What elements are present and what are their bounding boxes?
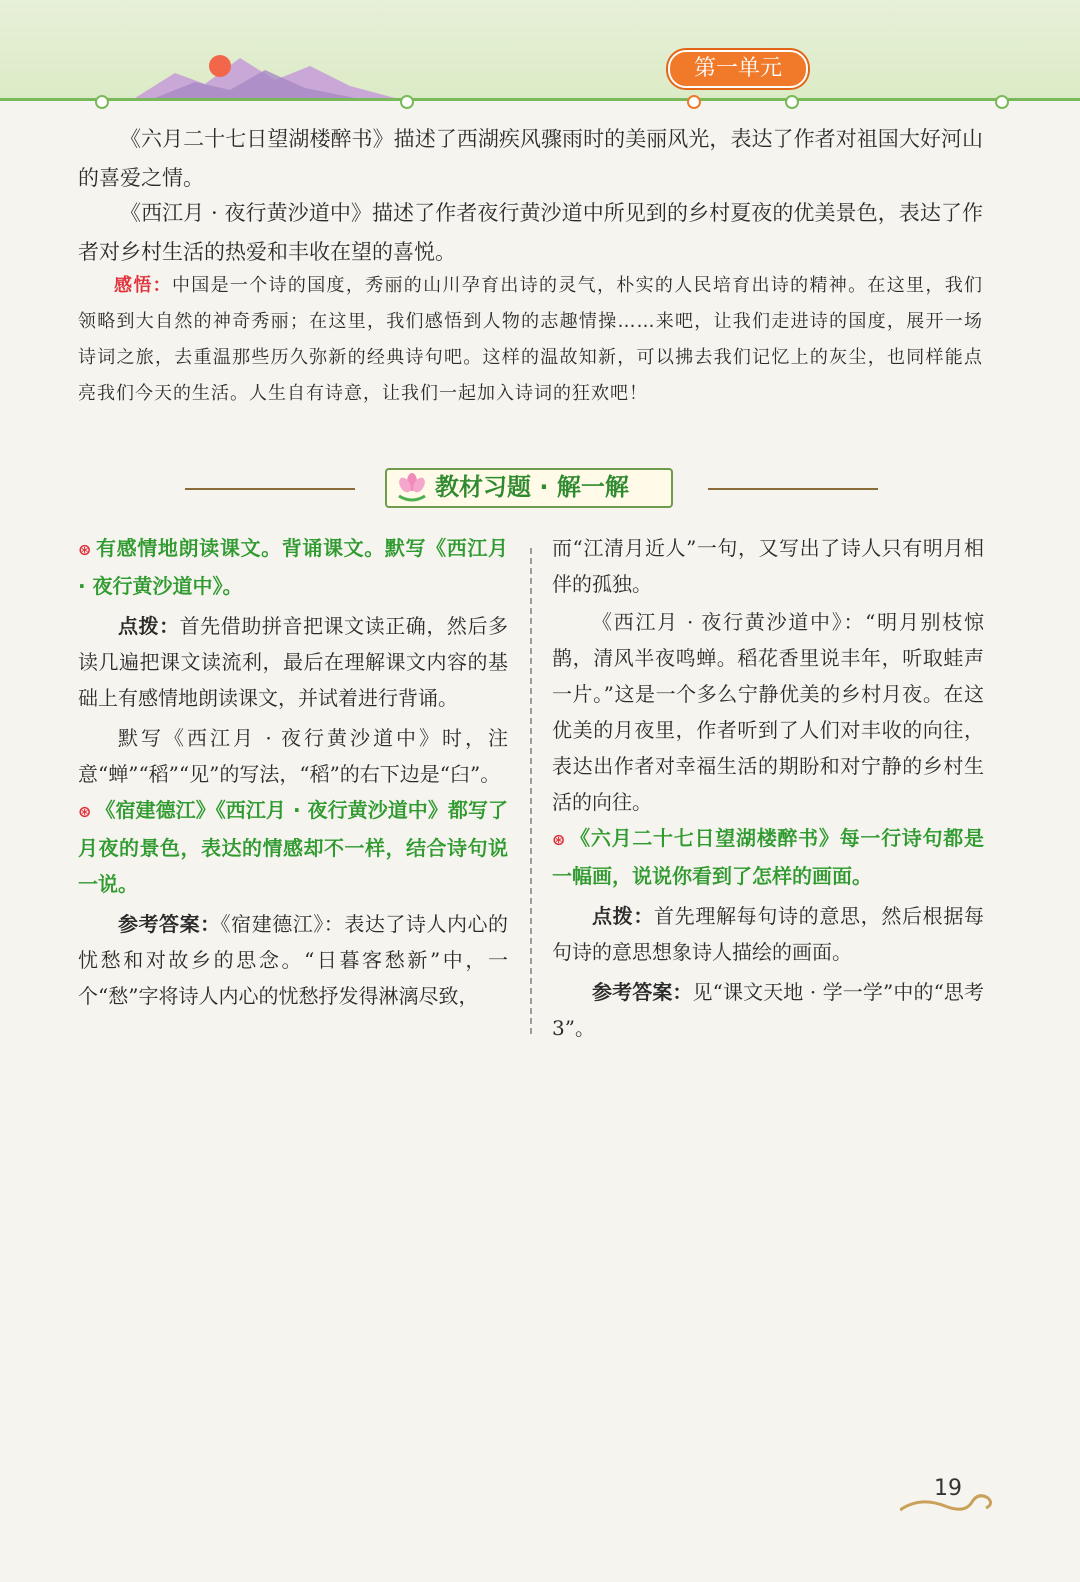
section-rule-left <box>185 488 355 490</box>
unit-badge: 第一单元 <box>668 50 808 88</box>
bead-decoration <box>785 95 799 109</box>
question-1-note: 默写《西江月 · 夜行黄沙道中》时，注意“蝉”“稻”“见”的写法，“稻”的右下边是“臼”。 <box>78 726 508 786</box>
bead-decoration <box>687 95 701 109</box>
question-3-hint <box>552 898 984 970</box>
hint-label: 点拨： <box>592 904 654 928</box>
page-number: 19 <box>934 1476 962 1501</box>
header-divider <box>0 98 1080 101</box>
question-3-text: 《六月二十七日望湖楼醉书》每一行诗句都是一幅画，说说你看到了怎样的画面。 <box>552 826 984 888</box>
question-marker-icon: ⊛ <box>78 802 92 821</box>
question-marker-icon: ⊛ <box>552 830 566 849</box>
answer-label: 参考答案： <box>592 980 693 1004</box>
question-marker-icon: ⊛ <box>78 540 92 559</box>
question-2 <box>78 792 508 902</box>
section-title-text: 教材习题 · 解一解 <box>435 473 629 501</box>
question-2-answer <box>78 906 508 1014</box>
answer-continuation: 而“江清月近人”一句，又写出了诗人只有明月相伴的孤独。 <box>552 536 984 596</box>
question-3-answer <box>552 974 984 1046</box>
question-2-text: 《宿建德江》《西江月 · 夜行黄沙道中》都写了月夜的景色，表达的情感却不一样，结合诗句说一说。 <box>78 798 508 896</box>
hint-text: 首先借助拼音把课文读正确，然后多读几遍把课文读流利，最后在理解课文内容的基础上有感情地朗读课文，并试着进行背诵。 <box>78 614 509 710</box>
column-separator <box>530 548 532 1034</box>
left-column <box>78 530 508 1014</box>
answer-label: 参考答案： <box>118 912 221 936</box>
question-1-text: 有感情地朗读课文。背诵课文。默写《西江月 · 夜行黄沙道中》。 <box>78 536 508 598</box>
lotus-icon <box>395 470 429 504</box>
question-1 <box>78 530 508 604</box>
answer-text: 见“课文天地 · 学一学”中的“思考 3”。 <box>552 980 985 1040</box>
bead-decoration <box>95 95 109 109</box>
question-3 <box>552 820 984 894</box>
hint-label: 点拨： <box>118 614 180 638</box>
intro-paragraph-2: 《西江月 · 夜行黄沙道中》描述了作者夜行黄沙道中所见到的乡村夏夜的优美景色，表达了作者对乡村生活的热爱和丰收在望的喜悦。 <box>78 201 983 264</box>
section-title <box>385 468 675 508</box>
bead-decoration <box>400 95 414 109</box>
right-column <box>552 530 984 1046</box>
mountain-sun-decoration <box>135 48 395 100</box>
insight-text: 中国是一个诗的国度，秀丽的山川孕育出诗的灵气，朴实的人民培育出诗的精神。在这里，我们领略到大自然的神奇秀丽；在这里，我们感悟到人物的志趣情操……来吧，让我们走进诗的国度，展开一场诗词之旅，去重温那些历久弥新的经典诗句吧。这样的温故知新，可以拂去我们记忆上的灰尘，也同样能点亮我们今天的生活。人生自有诗意，让我们一起加入诗词的狂欢吧！ <box>78 275 984 404</box>
hint-text: 首先理解每句诗的意思，然后根据每句诗的意思想象诗人描绘的画面。 <box>552 904 984 964</box>
insight-label: 感悟： <box>114 275 172 296</box>
intro-paragraph-1: 《六月二十七日望湖楼醉书》描述了西湖疾风骤雨时的美丽风光，表达了作者对祖国大好河山的喜爱之情。 <box>78 127 983 190</box>
answer-paragraph-2: 《西江月 · 夜行黄沙道中》：“明月别枝惊鹊，清风半夜鸣蝉。稻花香里说丰年，听取蛙声一片。”这是一个多么宁静优美的乡村月夜。在这优美的月夜里，作者听到了人们对丰收的向往，表达出作者对幸福生活的期盼和对宁静的乡村生活的向往。 <box>552 610 984 814</box>
answer-text: 《宿建德江》：表达了诗人内心的忧愁和对故乡的思念。“日暮客愁新”中，一个“愁”字将诗人内心的忧愁抒发得淋漓尽致， <box>78 912 509 1008</box>
bead-decoration <box>995 95 1009 109</box>
insight-paragraph <box>78 268 983 412</box>
question-1-hint <box>78 608 508 716</box>
section-rule-right <box>708 488 878 490</box>
